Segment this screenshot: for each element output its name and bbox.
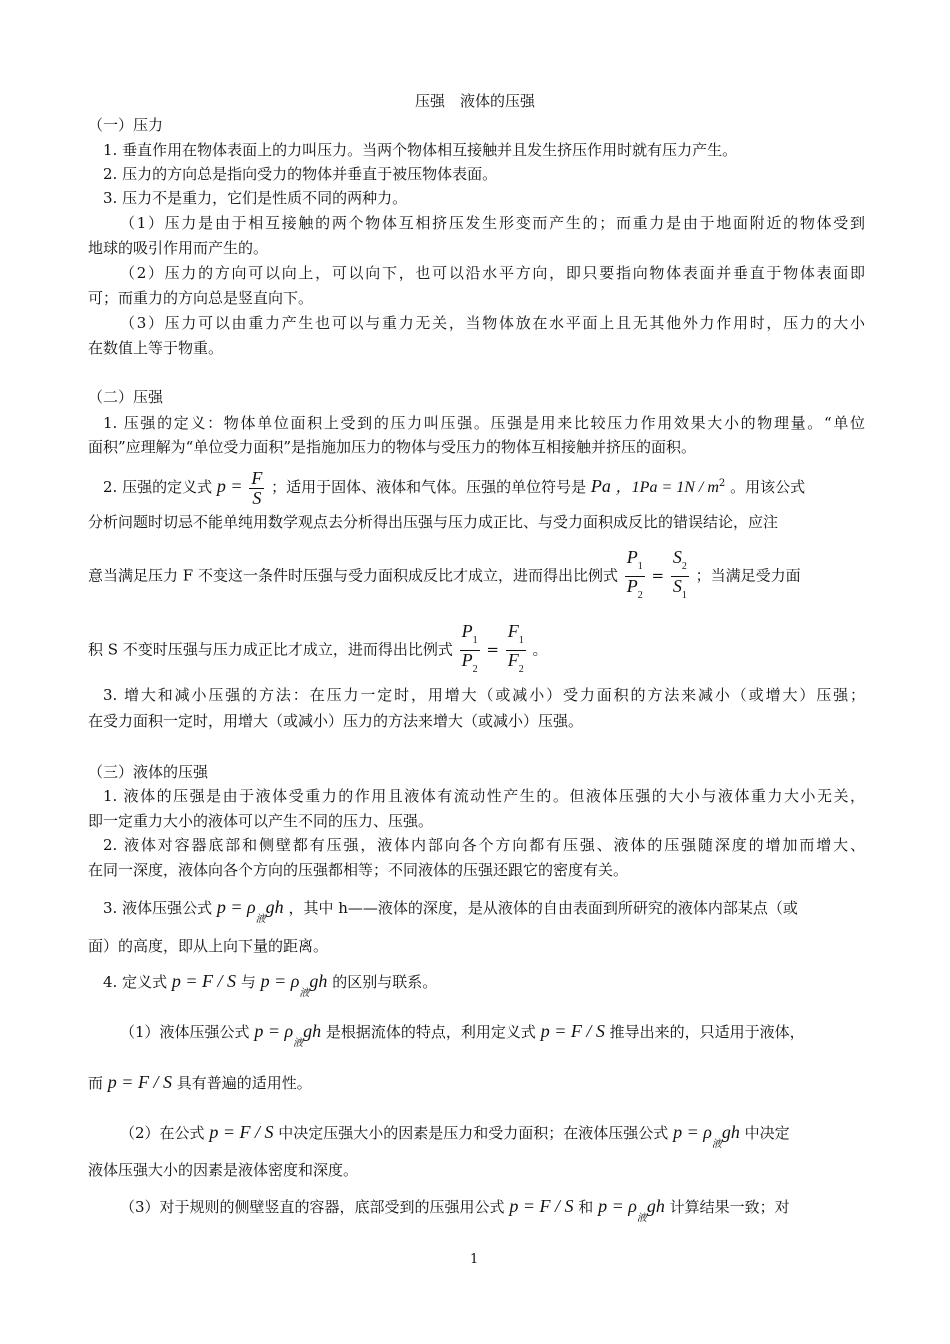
equals: = xyxy=(651,566,665,585)
numerator: $S_2$ xyxy=(671,548,689,577)
paragraph: （2）在公式 p = F / S 中决定压强大小的因素是压力和受力面积；在液体压强公式 $p = \rho_液gh$ 中决定 xyxy=(120,1122,790,1150)
formula-comparison-line xyxy=(103,971,438,999)
paragraph: 2. 压力的方向总是指向受力的物体并垂直于被压物体表面。 xyxy=(103,165,498,183)
paragraph: 3. 压力不是重力，它们是性质不同的两种力。 xyxy=(103,189,408,207)
formula-f-over-s: p = F / S xyxy=(509,1196,574,1216)
text: ；适用于固体、液体和气体。压强的单位符号是 xyxy=(271,478,587,496)
text: 。 xyxy=(532,640,548,659)
text: 2. 压强的定义式 xyxy=(103,478,213,496)
denominator: $F_2$ xyxy=(507,650,524,675)
denominator: S xyxy=(252,487,262,508)
paragraph: 3. 增大和减小压强的方法：在压力一定时，用增大（或减小）受力面积的方法来减小（或增大）压强； xyxy=(103,686,865,704)
formula-f-over-s: p = F / S xyxy=(209,1122,274,1142)
ratio-line-2 xyxy=(88,622,548,679)
numerator: F xyxy=(251,467,263,488)
pressure-definition-line xyxy=(103,462,805,510)
text: 的区别与联系。 xyxy=(332,973,438,991)
paragraph: 而 p = F / S 具有普遍的适用性。 xyxy=(88,1072,312,1092)
paragraph: 液体压强大小的因素是液体密度和深度。 xyxy=(88,1161,359,1179)
formula-rho-gh: $p = \rho_液gh$ xyxy=(260,971,328,999)
text: 3. 液体压强公式 xyxy=(103,899,213,917)
paragraph: （3）对于规则的侧壁竖直的容器，底部受到的压强用公式 p = F / S 和 $p = \rho_液gh$ 计算结果一致；对 xyxy=(120,1196,790,1224)
page-number: 1 xyxy=(470,1252,479,1267)
unit-exponent: 2 xyxy=(718,478,726,489)
paragraph: 在同一深度，液体向各个方向的压强都相等；不同液体的压强还跟它的密度有关。 xyxy=(88,861,629,879)
numerator: $P_1$ xyxy=(625,548,645,577)
formula-p: p = xyxy=(216,476,243,496)
paragraph: 1. 液体的压强是由于液体受重力的作用且液体有流动性产生的。但液体压强的大小与液体重力大小无关， xyxy=(103,787,865,805)
section-heading-liquid-pressure: （三）液体的压强 xyxy=(88,763,209,781)
denominator: $P_2$ xyxy=(461,650,478,675)
paragraph: （2）压力的方向可以向上，可以向下，也可以沿水平方向，即只要指向物体表面并垂直于物体表面即 xyxy=(120,264,865,282)
formula-rho-gh: $p = \rho_液gh$ xyxy=(598,1196,665,1224)
text: 。用该公式 xyxy=(730,478,806,496)
paragraph: 2. 液体对容器底部和侧壁都有压强，液体内部向各个方向都有压强、液体的压强随深度的增加而增大、 xyxy=(103,836,865,854)
paragraph: 地球的吸引作用而产生的。 xyxy=(88,239,269,257)
paragraph: 1. 垂直作用在物体表面上的力叫压力。当两个物体相互接触并且发生挤压作用时就有压力产生。 xyxy=(103,141,738,159)
liquid-pressure-formula-line xyxy=(103,897,798,925)
formula-rho-gh: $p = \rho_液gh$ xyxy=(216,897,284,925)
numerator: $P_1$ xyxy=(460,622,480,651)
page-title: 压强 液体的压强 xyxy=(415,92,536,110)
ratio-line-1 xyxy=(88,548,801,605)
fraction-p1-over-p2 xyxy=(625,548,645,605)
text: 意当满足压力 F 不变这一条件时压强与受力面积成反比才成立，进而得出比例式 xyxy=(88,566,618,585)
text: 4. 定义式 xyxy=(103,973,168,991)
paragraph: 在数值上等于物重。 xyxy=(88,339,224,357)
numerator: $F_1$ xyxy=(506,622,526,651)
fraction-f1-over-f2 xyxy=(506,622,526,679)
fraction-p1-over-p2 xyxy=(460,622,480,679)
paragraph: 面）的高度，即从上向下量的距离。 xyxy=(88,937,329,955)
paragraph: （1）液体压强公式 $p = \rho_液gh$ 是根据流体的特点，利用定义式 p = F / S 推导出来的，只适用于液体， xyxy=(120,1021,805,1049)
fraction-f-over-s xyxy=(249,469,264,508)
paragraph: 1. 压强的定义：物体单位面积上受到的压力叫压强。压强是用来比较压力作用效果大小的物理量。“单位 xyxy=(103,414,865,432)
formula-f-over-s: p = F / S xyxy=(107,1072,172,1092)
formula-rho-gh: $p = \rho_液gh$ xyxy=(254,1021,322,1049)
fraction-s2-over-s1 xyxy=(671,548,689,605)
paragraph: 可；而重力的方向总是竖直向下。 xyxy=(88,289,314,307)
equals: = xyxy=(486,640,499,659)
formula-f-over-s: p = F / S xyxy=(540,1021,605,1041)
paragraph: 面积”应理解为“单位受力面积”是指施加压力的物体与受压力的物体互相接触并挤压的面积。 xyxy=(88,438,697,456)
paragraph: 即一定重力大小的液体可以产生不同的压力、压强。 xyxy=(88,812,434,830)
unit-pa: Pa xyxy=(590,476,611,496)
text: 积 S 不变时压强与压力成正比才成立，进而得出比例式 xyxy=(88,640,453,659)
section-heading-pressure: （二）压强 xyxy=(88,388,164,406)
unit-relation: ，1Pa = 1N / m xyxy=(615,479,719,496)
formula-f-over-s: p = F / S xyxy=(171,971,237,991)
paragraph: 分析问题时切忌不能单纯用数学观点去分析得出压强与压力成正比、与受力面积成反比的错误结论，应注 xyxy=(88,513,779,531)
formula-rho-gh: $p = \rho_液gh$ xyxy=(673,1122,740,1150)
denominator: $S_1$ xyxy=(672,576,687,601)
paragraph: （3）压力可以由重力产生也可以与重力无关，当物体放在水平面上且无其他外力作用时，压力的大小 xyxy=(120,314,865,332)
section-heading-pressure-force: （一）压力 xyxy=(88,116,164,134)
text: ，其中 h——液体的深度，是从液体的自由表面到所研究的液体内部某点（或 xyxy=(288,899,798,917)
text: ；当满足受力面 xyxy=(695,566,801,585)
paragraph: 在受力面积一定时，用增大（或减小）压力的方法来增大（或减小）压强。 xyxy=(88,712,584,730)
denominator: $P_2$ xyxy=(626,576,643,601)
text: 与 xyxy=(240,973,256,991)
paragraph: （1）压力是由于相互接触的两个物体互相挤压发生形变而产生的；而重力是由于地面附近的物体受到 xyxy=(120,214,865,232)
